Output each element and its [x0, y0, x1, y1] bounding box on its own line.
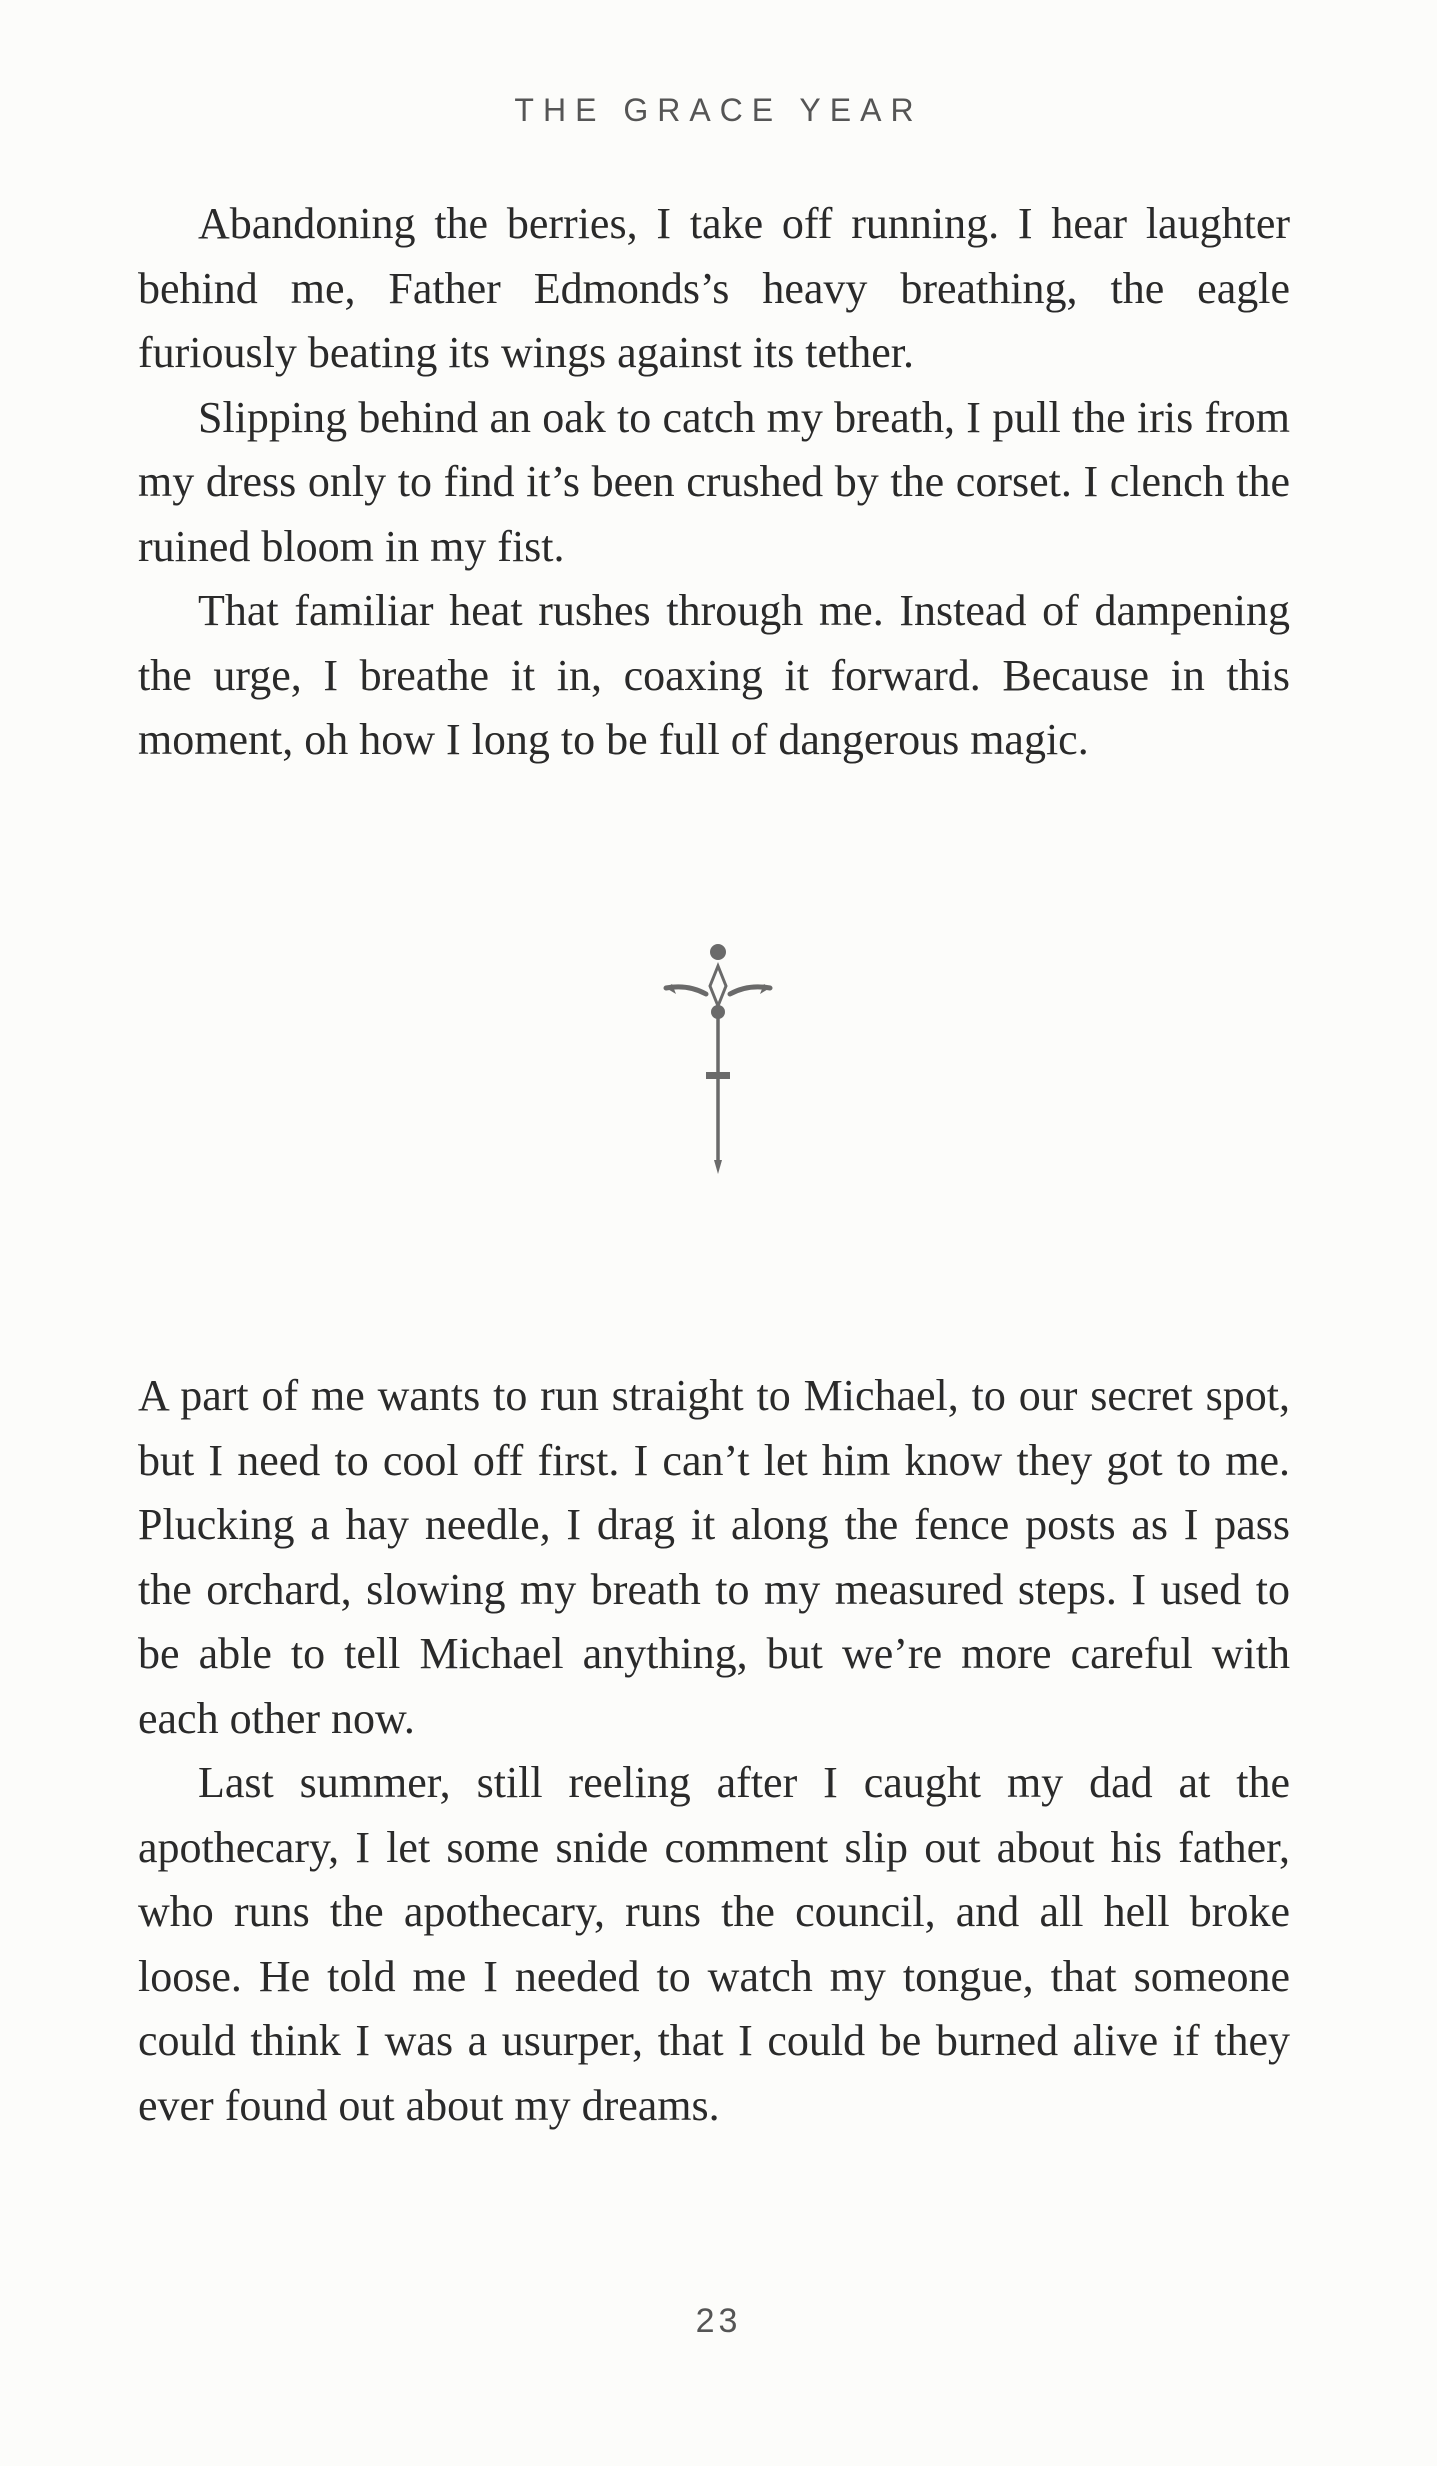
text-section-1 [138, 192, 1290, 773]
paragraph: A part of me wants to run straight to Michael, to our secret spot, but I need to cool off first. I can’t let him know they got to me. Plucking a hay needle, I drag it along the fence posts as I pass the orchard, slowing my breath to my measured steps. I used to be able to tell Michael anything, but we’re more careful with each other now. [138, 1371, 1290, 1743]
text-section-2 [138, 1364, 1290, 2138]
paragraph: That familiar heat rushes through me. Instead of dampening the urge, I breathe it in, coaxing it forward. Because in this moment, oh how I long to be full of dangerous magic. [138, 586, 1290, 764]
paragraph: Slipping behind an oak to catch my breath, I pull the iris from my dress only to find it’s been crushed by the corset. I clench the ruined bloom in my fist. [138, 392, 1290, 571]
section-break-ornament-icon [658, 940, 778, 1180]
paragraph: Abandoning the berries, I take off running. I hear laughter behind me, Father Edmonds’s heavy breathing, the eagle furiously beating its wings against its tether. [138, 199, 1290, 377]
page-number: 23 [695, 2302, 742, 2340]
paragraph: Last summer, still reeling after I caught my dad at the apothecary, I let some snide comment slip out about his father, who runs the apothecary, runs the council, and all hell broke loose. He told me I needed to watch my tongue, that someone could think I was a usurper, that I could be burned alive if they ever found out about my dreams. [138, 1758, 1290, 2130]
running-head: THE GRACE YEAR [514, 92, 923, 128]
